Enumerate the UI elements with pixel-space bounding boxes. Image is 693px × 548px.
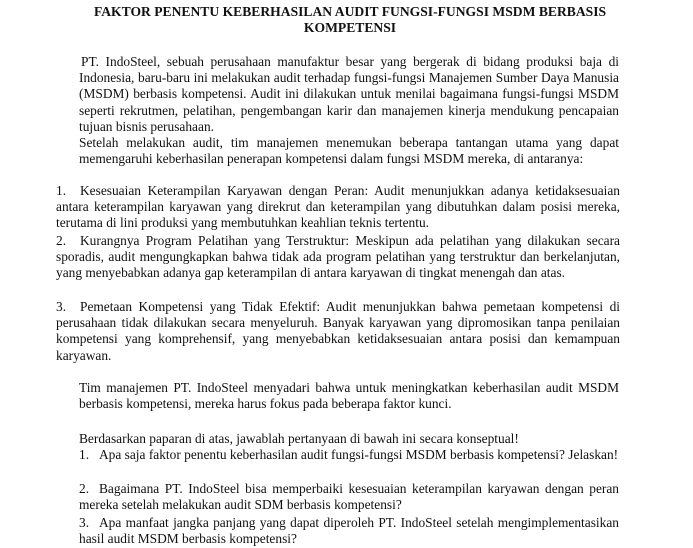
question-number: 3. [79, 515, 90, 530]
challenge-number: 2. [56, 233, 67, 248]
question-text: Apa manfaat jangka panjang yang dapat diperoleh PT. IndoSteel setelah mengimplementasikan hasil audit MSDM berbasis kompetensi? [79, 515, 619, 547]
questions-intro: Berdasarkan paparan di atas, jawablah pertanyaan di bawah ini secara konseptual! [79, 431, 519, 446]
challenge-item [56, 299, 620, 364]
team-statement: Tim manajemen PT. IndoSteel menyadari bahwa untuk meningkatkan keberhasilan audit MSDM berbasis kompetensi, mereka harus fokus pada beberapa faktor kunci. [79, 380, 619, 412]
question-text: Bagaimana PT. IndoSteel bisa memperbaiki kesesuaian keterampilan karyawan dengan peran mereka setelah melakukan audit SDM berbasis kompetensi? [79, 481, 619, 513]
question-item [79, 515, 619, 547]
challenge-number: 1. [56, 183, 67, 198]
challenge-number: 3. [56, 299, 67, 314]
audit-findings-intro: Setelah melakukan audit, tim manajemen menemukan beberapa tantangan utama yang dapat memengaruhi keberhasilan penerapan kompetensi dalam fungsi MSDM mereka, di antaranya: [79, 135, 619, 167]
intro-paragraph: PT. IndoSteel, sebuah perusahaan manufaktur besar yang bergerak di bidang produksi baja di Indonesia, baru-baru ini melakukan audit terhadap fungsi-fungsi Manajemen Sumber Daya Manusia (MSDM) berbasis kompetensi. Audit ini dilakukan untuk menilai bagaimana fungsi-fungsi MSDM seperti rekrutmen, pelatihan, pengembangan karir dan manajemen kinerja mendukung pencapaian tujuan bisnis perusahaan. [79, 54, 619, 134]
challenge-item [56, 183, 620, 232]
challenge-item [56, 233, 620, 282]
question-number: 2. [79, 481, 90, 496]
question-number: 1. [79, 447, 90, 462]
document-title: FAKTOR PENENTU KEBERHASILAN AUDIT FUNGSI-FUNGSI MSDM BERBASIS KOMPETENSI [93, 4, 607, 35]
challenge-text: Kesesuaian Keterampilan Karyawan dengan Peran: Audit menunjukkan adanya ketidaksesuaian antara keterampilan karyawan yang direkrut dan keterampilan yang dibutuhkan dalam posisi mereka, terutama di lini produksi yang membutuhkan keahlian teknis tertentu. [56, 183, 620, 231]
question-text: Apa saja faktor penentu keberhasilan audit fungsi-fungsi MSDM berbasis kompetensi? Jelaskan! [99, 447, 619, 462]
question-item [79, 481, 619, 513]
question-item [79, 447, 619, 463]
challenge-text: Kurangnya Program Pelatihan yang Terstruktur: Meskipun ada pelatihan yang dilakukan secara sporadis, audit mengungkapkan bahwa tidak ada program pelatihan yang terstruktur dan berkelanjutan, yang menyebabkan adanya gap keterampilan di antara karyawan di tingkat menengah dan atas. [56, 233, 620, 281]
challenge-text: Pemetaan Kompetensi yang Tidak Efektif: Audit menunjukkan bahwa pemetaan kompetensi di perusahaan tidak dilakukan secara menyeluruh. Banyak karyawan yang dipromosikan tanpa penilaian kompetensi yang komprehensif, yang menyebabkan ketidaksesuaian antara posisi dan kemampuan karyawan. [56, 299, 620, 363]
